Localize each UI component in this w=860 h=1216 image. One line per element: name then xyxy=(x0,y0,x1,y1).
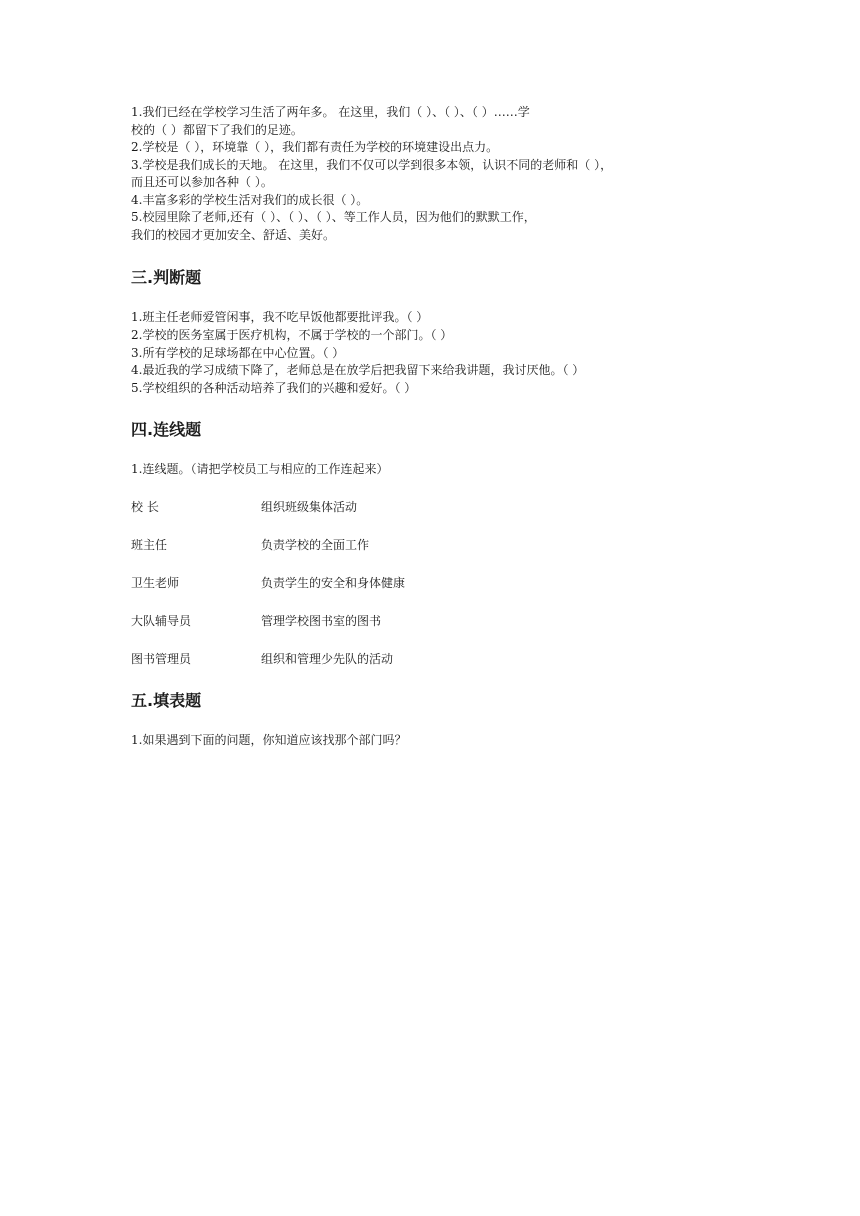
matching-left-item: 班主任 xyxy=(131,538,168,552)
matching-right-item: 组织和管理少先队的活动 xyxy=(261,652,394,666)
matching-right-item: 组织班级集体活动 xyxy=(261,500,358,514)
matching-right-item: 负责学校的全面工作 xyxy=(261,538,370,552)
judgment-question: 2.学校的医务室属于医疗机构，不属于学校的一个部门。（ ） xyxy=(131,328,453,342)
matching-left-item: 卫生老师 xyxy=(131,576,180,590)
section-heading-judgment: 三.判断题 xyxy=(131,268,202,287)
fill-blank-line: 3.学校是我们成长的天地。 在这里，我们不仅可以学到很多本领，认识不同的老师和（ ）， xyxy=(131,157,613,172)
judgment-question: 5.学校组织的各种活动培养了我们的兴趣和爱好。（ ） xyxy=(131,381,417,395)
fill-blank-line: 而且还可以参加各种（ ）。 xyxy=(131,175,273,189)
matching-right-item: 负责学生的安全和身体健康 xyxy=(261,576,406,590)
matching-left-item: 图书管理员 xyxy=(131,652,192,666)
fill-blank-questions xyxy=(131,104,735,244)
fill-blank-line: 校的（ ）都留下了我们的足迹。 xyxy=(131,122,303,137)
table-question-intro: 1.如果遇到下面的问题，你知道应该找那个部门吗？ xyxy=(131,733,407,747)
fill-blank-line: 4.丰富多彩的学校生活对我们的成长很（ ）。 xyxy=(131,192,369,207)
matching-right-item: 管理学校图书室的图书 xyxy=(261,614,382,628)
fill-blank-line: 2.学校是（ ），环境靠（ ），我们都有责任为学校的环境建设出点力。 xyxy=(131,140,499,154)
fill-blank-line: 1.我们已经在学校学习生活了两年多。 在这里，我们（ ）、（ ）、（ ）……学 xyxy=(131,105,530,119)
fill-blank-line: 5.校园里除了老师,还有（ ）、（ ）、（ ）、等工作人员，因为他们的默默工作， xyxy=(131,210,536,224)
matching-left-item: 大队辅导员 xyxy=(131,614,192,628)
matching-intro: 1.连线题。（请把学校员工与相应的工作连起来） xyxy=(131,462,389,476)
judgment-question: 1.班主任老师爱管闲事，我不吃早饭他都要批评我。（ ） xyxy=(131,310,429,324)
judgment-question: 3.所有学校的足球场都在中心位置。（ ） xyxy=(131,346,345,360)
fill-blank-line: 我们的校园才更加安全、舒适、美好。 xyxy=(131,227,336,242)
section-heading-table: 五.填表题 xyxy=(131,691,202,710)
judgment-question: 4.最近我的学习成绩下降了，老师总是在放学后把我留下来给我讲题，我讨厌他。（ ） xyxy=(131,363,585,377)
matching-left-item: 校 长 xyxy=(131,500,159,514)
section-heading-matching: 四.连线题 xyxy=(131,420,202,439)
